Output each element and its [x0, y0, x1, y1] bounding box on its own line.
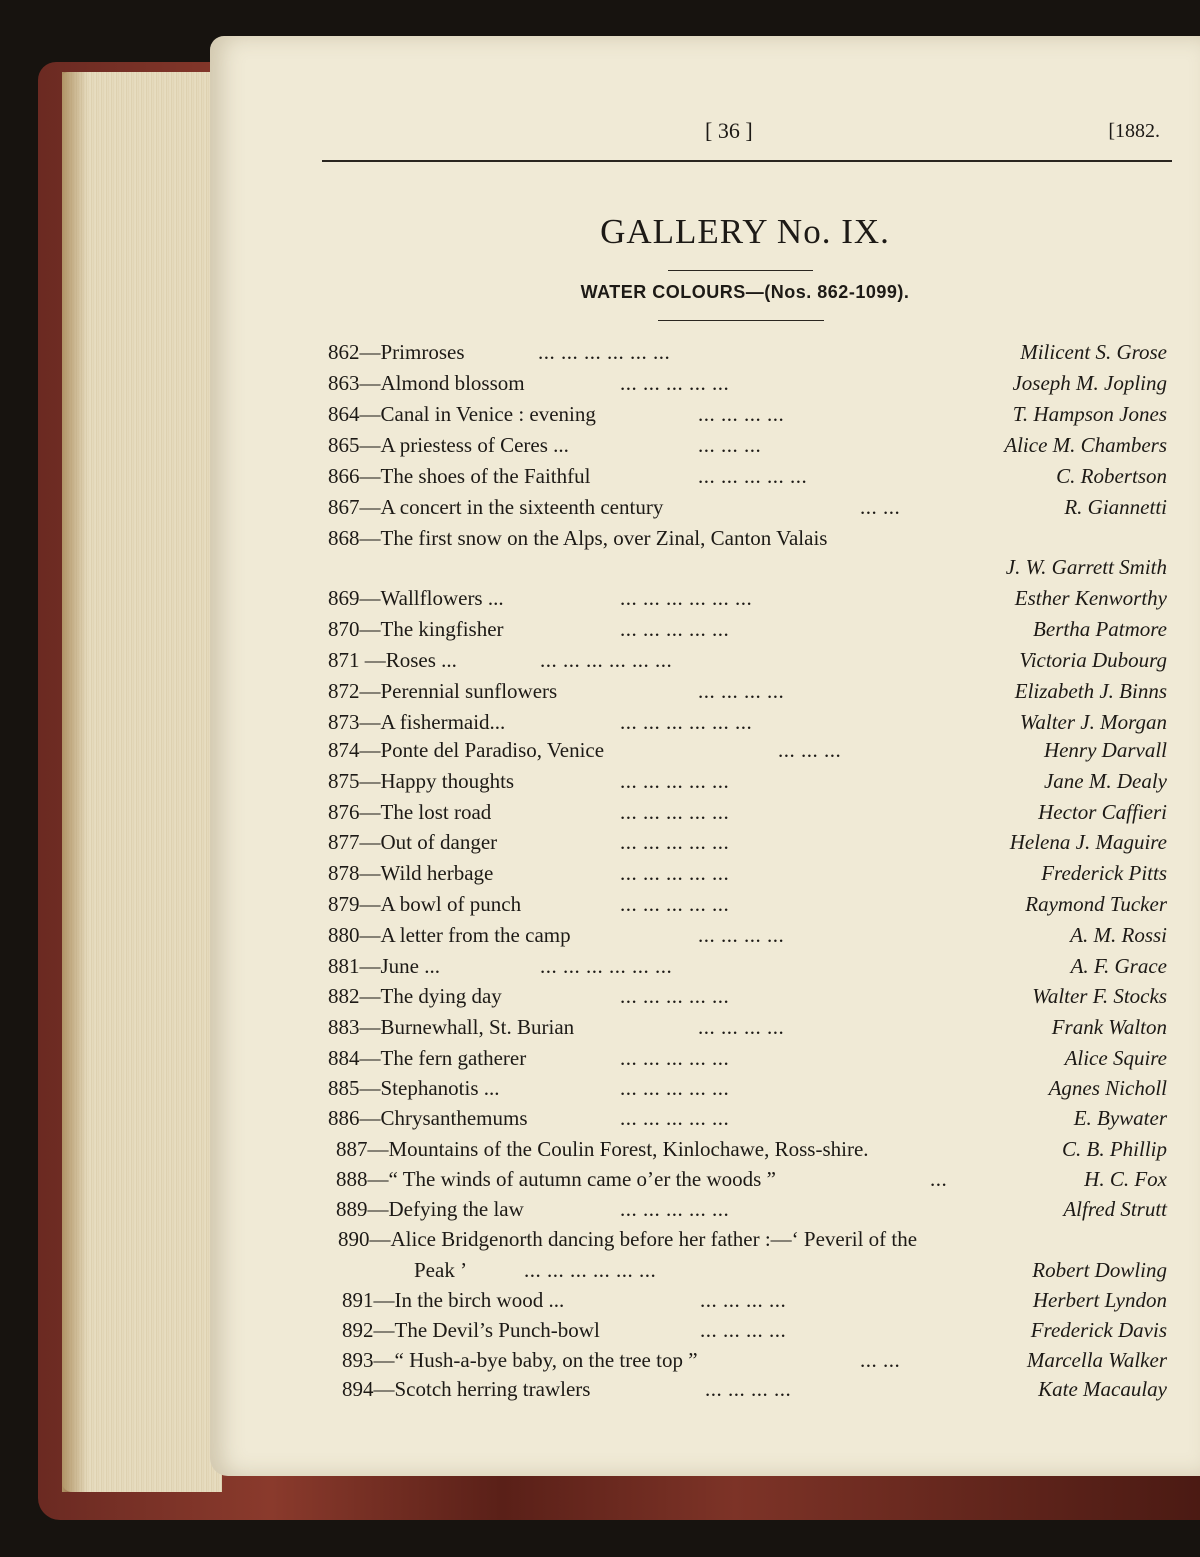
entry-artist: Frederick Davis: [1030, 1318, 1167, 1342]
list-item: [0, 1348, 1200, 1379]
list-item: [0, 954, 1200, 985]
dot-leader: ... ... ... ... ...: [620, 892, 730, 916]
entry-artist: Joseph M. Jopling: [1012, 371, 1167, 395]
list-item: [0, 738, 1200, 769]
entry-artist: Alfred Strutt: [1063, 1197, 1167, 1221]
entry-artist: Kate Macaulay: [1038, 1377, 1167, 1401]
list-item: [0, 1288, 1200, 1319]
entry-title: 870—The kingfisher: [328, 617, 504, 641]
list-item: [0, 617, 1200, 648]
entry-title: Peak ’: [414, 1258, 468, 1282]
entry-title: 885—Stephanotis ...: [328, 1076, 500, 1100]
entry-artist: C. B. Phillip: [1062, 1137, 1167, 1161]
list-item: [0, 1197, 1200, 1228]
dot-leader: ... ... ... ...: [705, 1377, 792, 1401]
list-item: [0, 1258, 1200, 1289]
list-item: [0, 1167, 1200, 1198]
list-item: [0, 371, 1200, 402]
entry-artist: Walter J. Morgan: [1019, 710, 1167, 734]
dot-leader: ... ... ... ... ...: [620, 861, 730, 885]
entry-title: 868—The first snow on the Alps, over Zinal, Canton Valais: [328, 526, 828, 550]
entry-title: 873—A fishermaid...: [328, 710, 506, 734]
entry-title: 890—Alice Bridgenorth dancing before her father :—‘ Peveril of the: [338, 1227, 918, 1251]
list-item: [0, 1106, 1200, 1137]
list-item: [0, 1227, 1200, 1258]
entry-artist: Alice M. Chambers: [1004, 433, 1167, 457]
list-item: [0, 710, 1200, 741]
list-item: [0, 769, 1200, 800]
entry-title: 882—The dying day: [328, 984, 502, 1008]
entry-artist: A. F. Grace: [1070, 954, 1167, 978]
dot-leader: ... ...: [860, 495, 901, 519]
entry-title: 876—The lost road: [328, 800, 492, 824]
dot-leader: ... ... ... ...: [698, 1015, 785, 1039]
entry-artist: Raymond Tucker: [1025, 892, 1167, 916]
list-item: [0, 526, 1200, 557]
entry-artist: Walter F. Stocks: [1032, 984, 1167, 1008]
dot-leader: ... ... ... ... ...: [620, 769, 730, 793]
entry-artist: Alice Squire: [1064, 1046, 1167, 1070]
dot-leader: ... ... ... ...: [698, 402, 785, 426]
entry-artist: Frederick Pitts: [1041, 861, 1167, 885]
dot-leader: ... ... ... ... ...: [620, 1046, 730, 1070]
dot-leader: ... ... ... ... ... ...: [524, 1258, 657, 1282]
entry-artist: C. Robertson: [1056, 464, 1167, 488]
page-number: [ 36 ]: [705, 118, 753, 143]
list-item: [0, 1377, 1200, 1408]
entry-title: 872—Perennial sunflowers: [328, 679, 558, 703]
entry-artist: Victoria Dubourg: [1019, 648, 1167, 672]
entry-artist: E. Bywater: [1073, 1106, 1167, 1130]
list-item: [0, 402, 1200, 433]
entry-artist: Jane M. Dealy: [1043, 769, 1167, 793]
dot-leader: ... ... ... ... ...: [620, 1106, 730, 1130]
list-item: [0, 923, 1200, 954]
entry-title: 886—Chrysanthemums: [328, 1106, 528, 1130]
dot-leader: ... ... ... ... ...: [620, 1076, 730, 1100]
list-item: [0, 984, 1200, 1015]
dot-leader: ... ... ... ... ...: [620, 800, 730, 824]
entry-artist: Herbert Lyndon: [1032, 1288, 1167, 1312]
list-item: [0, 586, 1200, 617]
dot-leader: ... ... ... ... ...: [620, 830, 730, 854]
entry-title: 862—Primroses: [328, 340, 465, 364]
list-item: [0, 340, 1200, 371]
list-item: [0, 800, 1200, 831]
entry-artist: Hector Caffieri: [1038, 800, 1167, 824]
list-item: [0, 495, 1200, 526]
entry-artist: Milicent S. Grose: [1020, 340, 1167, 364]
entry-title: 881—June ...: [328, 954, 440, 978]
entry-title: 892—The Devil’s Punch-bowl: [342, 1318, 600, 1342]
entry-title: 887—Mountains of the Coulin Forest, Kinlochawe, Ross-shire.: [336, 1137, 869, 1161]
list-item: [0, 1318, 1200, 1349]
entry-title: 867—A concert in the sixteenth century: [328, 495, 664, 519]
list-item: [0, 648, 1200, 679]
dot-leader: ... ... ... ... ...: [620, 617, 730, 641]
entry-artist: Helena J. Maguire: [1009, 830, 1167, 854]
list-item: [0, 1046, 1200, 1077]
list-item: [0, 679, 1200, 710]
entry-title: 888—“ The winds of autumn came o’er the woods ”: [336, 1167, 776, 1191]
dot-leader: ... ... ... ...: [700, 1318, 787, 1342]
dot-leader: ... ... ... ... ... ...: [538, 340, 671, 364]
entry-title: 884—The fern gatherer: [328, 1046, 527, 1070]
dot-leader: ... ... ... ... ...: [620, 984, 730, 1008]
header-year: [1882.: [1108, 120, 1160, 142]
dot-leader: ... ... ...: [778, 738, 842, 762]
list-item: [0, 464, 1200, 495]
dot-leader: ... ... ... ...: [700, 1288, 787, 1312]
dot-leader: ... ... ... ... ... ...: [620, 586, 753, 610]
entry-title: 875—Happy thoughts: [328, 769, 515, 793]
dot-leader: ... ... ... ... ... ...: [540, 648, 673, 672]
list-item: [0, 892, 1200, 923]
list-item: [0, 1076, 1200, 1107]
section-title: WATER COLOURS—(Nos. 862-1099).: [580, 282, 910, 302]
entry-artist: J. W. Garrett Smith: [1005, 555, 1167, 579]
dot-leader: ... ... ... ... ...: [620, 1197, 730, 1221]
dot-leader: ... ... ... ... ...: [620, 371, 730, 395]
entry-artist: T. Hampson Jones: [1012, 402, 1167, 426]
list-item: [0, 433, 1200, 464]
entry-title: 891—In the birch wood ...: [342, 1288, 565, 1312]
entry-artist: Bertha Patmore: [1033, 617, 1167, 641]
entry-title: 880—A letter from the camp: [328, 923, 571, 947]
dot-leader: ... ... ... ... ... ...: [620, 710, 753, 734]
entry-title: 878—Wild herbage: [328, 861, 494, 885]
entry-artist: Frank Walton: [1051, 1015, 1167, 1039]
dot-leader: ... ... ... ...: [698, 923, 785, 947]
entry-title: 864—Canal in Venice : evening: [328, 402, 596, 426]
entry-artist: A. M. Rossi: [1070, 923, 1167, 947]
entry-artist: Esther Kenworthy: [1014, 586, 1167, 610]
list-item: [0, 830, 1200, 861]
entry-artist: Marcella Walker: [1026, 1348, 1167, 1372]
list-item: [0, 1015, 1200, 1046]
dot-leader: ... ... ... ...: [698, 679, 785, 703]
entry-title: 877—Out of danger: [328, 830, 498, 854]
entry-title: 874—Ponte del Paradiso, Venice: [328, 738, 605, 762]
entry-title: 879—A bowl of punch: [328, 892, 522, 916]
entry-title: 883—Burnewhall, St. Burian: [328, 1015, 575, 1039]
gallery-title: GALLERY No. IX.: [600, 212, 890, 251]
entry-title: 893—“ Hush-a-bye baby, on the tree top ”: [342, 1348, 698, 1372]
entry-artist: Henry Darvall: [1043, 738, 1167, 762]
list-item: [0, 1137, 1200, 1168]
entry-artist: H. C. Fox: [1084, 1167, 1167, 1191]
dot-leader: ... ... ... ... ...: [698, 464, 808, 488]
entry-artist: Elizabeth J. Binns: [1014, 679, 1167, 703]
entry-title: 889—Defying the law: [336, 1197, 524, 1221]
entry-title: 869—Wallflowers ...: [328, 586, 504, 610]
dot-leader: ... ...: [860, 1348, 901, 1372]
list-item: [0, 861, 1200, 892]
entry-title: 894—Scotch herring trawlers: [342, 1377, 591, 1401]
entry-title: 866—The shoes of the Faithful: [328, 464, 591, 488]
entry-artist: Robert Dowling: [1032, 1258, 1167, 1282]
entry-title: 863—Almond blossom: [328, 371, 525, 395]
entry-title: 865—A priestess of Ceres ...: [328, 433, 569, 457]
entry-artist: R. Giannetti: [1064, 495, 1167, 519]
dot-leader: ... ... ...: [698, 433, 762, 457]
entry-artist: Agnes Nicholl: [1048, 1076, 1167, 1100]
list-item: [0, 555, 1200, 586]
dot-leader: ... ... ... ... ... ...: [540, 954, 673, 978]
dot-leader: ...: [930, 1167, 948, 1191]
entry-title: 871 —Roses ...: [328, 648, 457, 672]
